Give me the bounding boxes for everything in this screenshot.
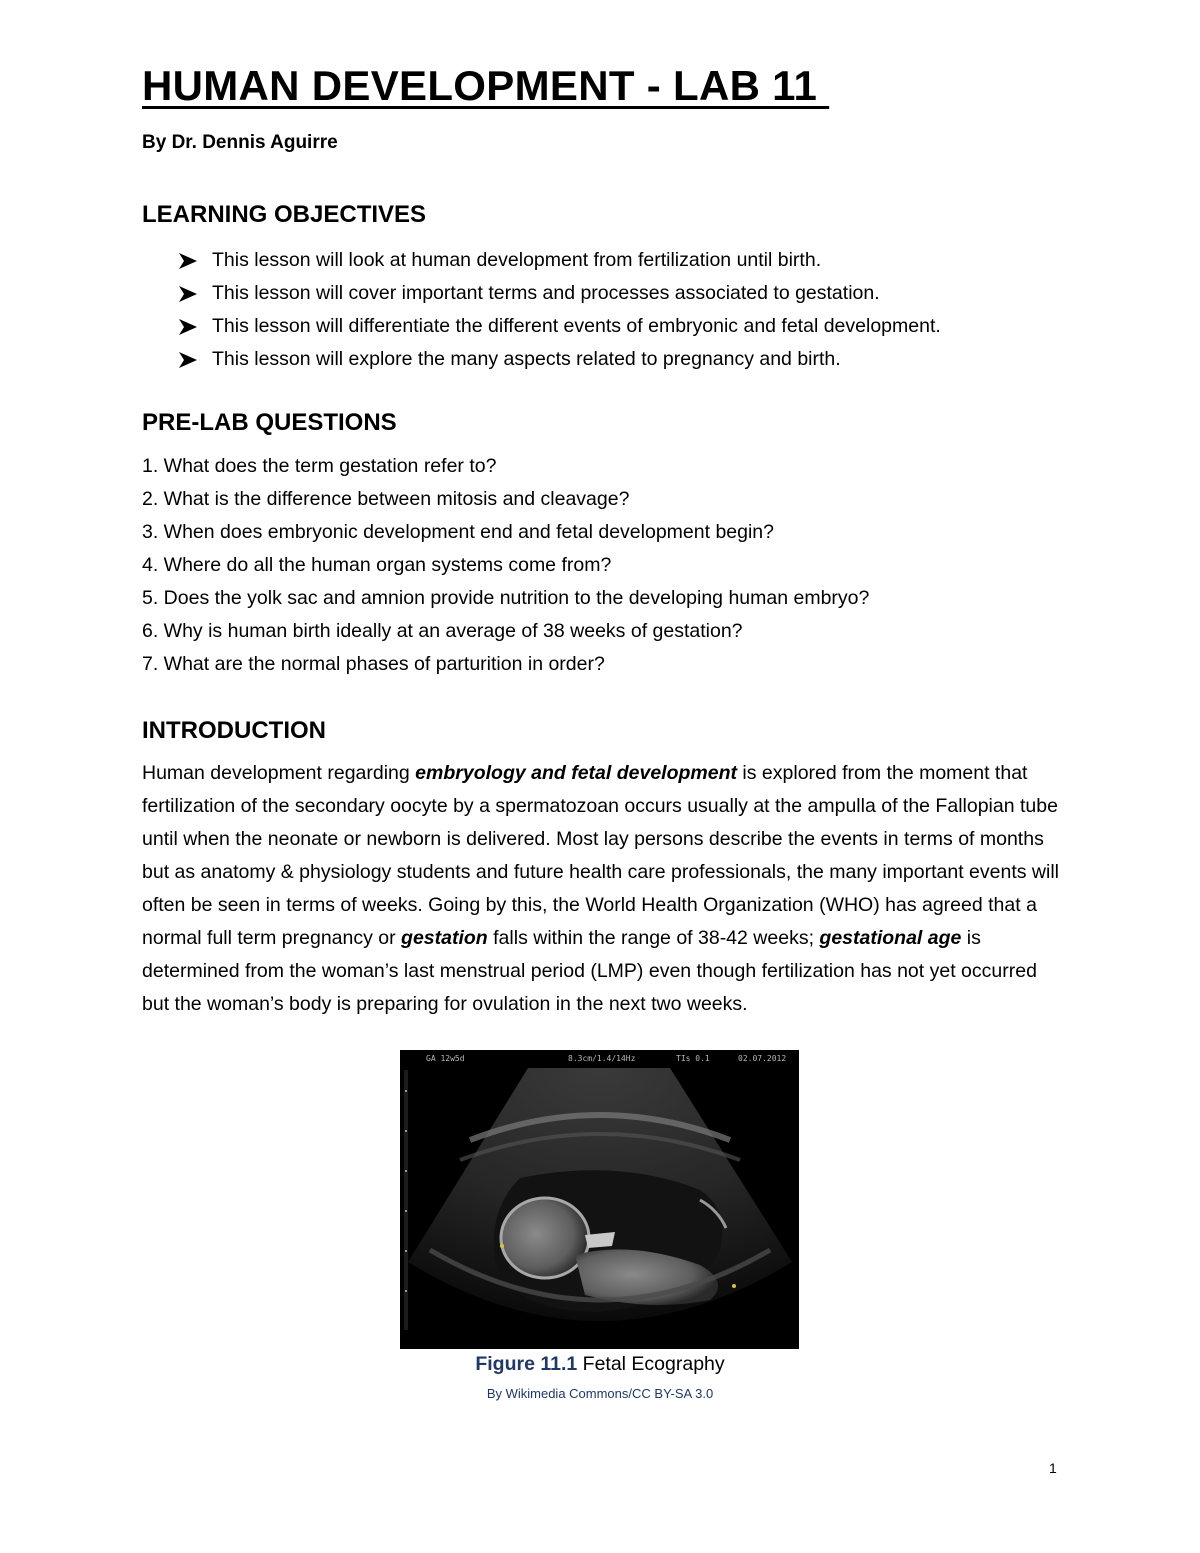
author-line: By Dr. Dennis Aguirre xyxy=(142,132,338,153)
question-item: 6. Why is human birth ideally at an average of 38 weeks of gestation? xyxy=(142,620,743,642)
figure-credit: By Wikimedia Commons/CC BY-SA 3.0 xyxy=(486,1386,714,1401)
arrow-bullet-icon xyxy=(178,318,212,336)
page-number: 1 xyxy=(1049,1460,1057,1476)
question-item: 4. Where do all the human organ systems come from? xyxy=(142,554,612,576)
introduction-paragraph: Human development regarding embryology and fetal development is explored from the moment that fertilization of the secondary oocyte by a spermatozoan occurs usually at the ampulla of the Fallopian tube until when the neonate or newborn is delivered. Most lay persons describe the events in terms of months but as anatomy & physiology students and future health care professionals, the many important events will often be seen in terms of weeks. Going by this, the World Health Organization (WHO) has agreed that a normal full term pregnancy or gestation falls within the range of 38-42 weeks; gestational age is determined from the woman’s last menstrual period (LMP) even though fertilization has not yet occurred but the woman’s body is preparing for ovulation in the next two weeks. xyxy=(142,762,1060,1015)
ultrasound-depth-frequency: 8.3cm/1.4/14Hz xyxy=(568,1054,636,1063)
ultrasound-thermal-index: TIs 0.1 xyxy=(676,1054,710,1063)
pre-lab-questions-list xyxy=(142,451,869,682)
learning-objectives-list xyxy=(178,244,941,376)
question-item: 5. Does the yolk sac and amnion provide nutrition to the developing human embryo? xyxy=(142,587,870,609)
list-item xyxy=(178,277,941,310)
question-item: 7. What are the normal phases of parturition in order? xyxy=(142,653,605,675)
question-item: 1. What does the term gestation refer to? xyxy=(142,455,497,477)
objective-text: This lesson will differentiate the different events of embryonic and fetal development. xyxy=(212,315,941,337)
pre-lab-questions-heading: PRE-LAB QUESTIONS xyxy=(142,409,397,436)
objective-text: This lesson will cover important terms and processes associated to gestation. xyxy=(212,282,880,304)
arrow-bullet-icon xyxy=(178,252,212,270)
arrow-bullet-icon xyxy=(178,285,212,303)
ultrasound-gestational-age: GA 12w5d xyxy=(426,1054,465,1063)
list-item xyxy=(178,310,941,343)
fetal-ultrasound-image xyxy=(400,1050,799,1349)
ultrasound-date: 02.07.2012 xyxy=(738,1054,787,1063)
arrow-bullet-icon xyxy=(178,351,212,369)
figure-caption: Figure 11.1 Fetal Ecography xyxy=(475,1353,725,1375)
objective-text: This lesson will look at human development from fertilization until birth. xyxy=(212,249,822,271)
question-item: 2. What is the difference between mitosis and cleavage? xyxy=(142,488,630,510)
list-item xyxy=(178,244,941,277)
question-item: 3. When does embryonic development end and fetal development begin? xyxy=(142,521,774,543)
figure-label: Figure 11.1 xyxy=(475,1353,578,1375)
term-embryology: embryology and fetal development xyxy=(415,762,737,784)
list-item xyxy=(178,343,941,376)
term-gestation: gestation xyxy=(401,927,488,949)
document-title: HUMAN DEVELOPMENT - LAB 11 xyxy=(142,62,830,109)
learning-objectives-heading: LEARNING OBJECTIVES xyxy=(142,201,427,228)
introduction-heading: INTRODUCTION xyxy=(142,717,326,744)
term-gestational-age: gestational age xyxy=(819,927,962,949)
objective-text: This lesson will explore the many aspects related to pregnancy and birth. xyxy=(212,348,841,370)
